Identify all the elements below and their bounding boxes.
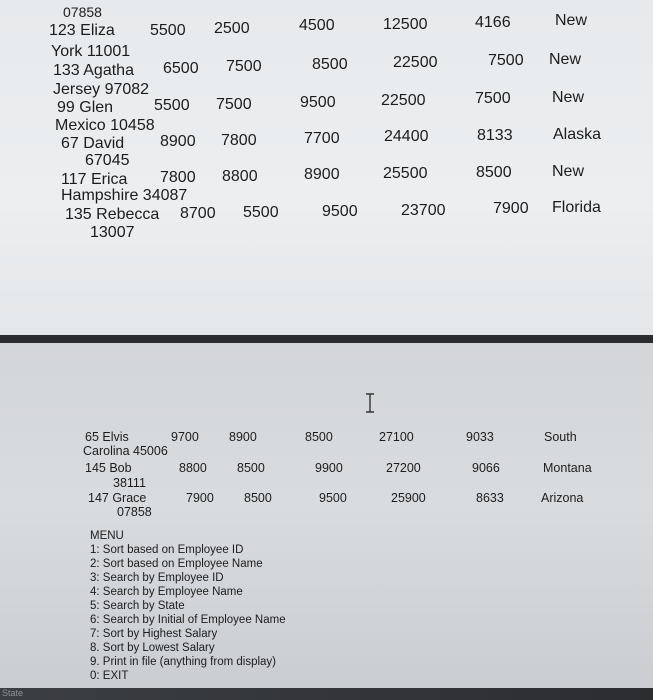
row-total: 27100 xyxy=(379,430,414,444)
prev-zip: 07858 xyxy=(63,4,102,20)
row-state: New xyxy=(555,12,588,29)
row-salary3: 4500 xyxy=(299,17,335,34)
row-salary3: 9900 xyxy=(315,461,343,475)
row-average: 9033 xyxy=(466,430,494,444)
row-name: 99 Glen xyxy=(57,99,114,116)
row-total: 25500 xyxy=(383,165,428,182)
row-name: 135 Rebecca xyxy=(65,206,160,223)
row-state-zip: Carolina 45006 xyxy=(83,444,168,458)
menu-item-sort-highest-salary[interactable]: 7: Sort by Highest Salary xyxy=(90,628,218,640)
menu-item-exit[interactable]: 0: EXIT xyxy=(90,670,129,682)
menu-item-search-initial[interactable]: 6: Search by Initial of Employee Name xyxy=(90,614,286,626)
row-salary3: 9500 xyxy=(300,94,336,111)
row-state-zip: 67045 xyxy=(85,152,130,169)
row-salary1: 6500 xyxy=(163,60,199,77)
text-cursor-icon xyxy=(364,393,376,413)
row-name: 123 Eliza xyxy=(49,22,115,39)
row-name: 145 Bob xyxy=(85,461,132,475)
menu-item-print-file[interactable]: 9. Print in file (anything from display) xyxy=(90,656,276,668)
row-salary1: 8900 xyxy=(160,133,196,150)
row-state: New xyxy=(549,51,582,68)
row-average: 9066 xyxy=(472,461,500,475)
row-salary3: 8500 xyxy=(305,430,333,444)
main-menu xyxy=(90,529,286,683)
menu-item-search-state[interactable]: 5: Search by State xyxy=(90,600,185,612)
row-total: 24400 xyxy=(384,128,429,145)
row-state-zip: Hampshire 34087 xyxy=(61,187,188,204)
menu-item-sort-lowest-salary[interactable]: 8. Sort by Lowest Salary xyxy=(90,642,215,654)
row-name: 65 Elvis xyxy=(85,430,129,444)
row-average: 7500 xyxy=(488,52,524,69)
menu-item-sort-id[interactable]: 1: Sort based on Employee ID xyxy=(90,544,244,556)
row-state-zip: Mexico 10458 xyxy=(55,117,155,134)
row-total: 25900 xyxy=(391,491,426,505)
row-salary2: 8800 xyxy=(222,168,258,185)
row-state: South xyxy=(544,430,577,444)
row-salary2: 2500 xyxy=(214,20,250,37)
row-total: 12500 xyxy=(383,16,428,33)
row-name: 133 Agatha xyxy=(53,62,134,79)
row-salary1: 7800 xyxy=(160,169,196,186)
menu-item-sort-name[interactable]: 2: Sort based on Employee Name xyxy=(90,558,263,570)
row-salary1: 5500 xyxy=(154,97,190,114)
menu-item-search-name[interactable]: 4: Search by Employee Name xyxy=(90,586,243,598)
row-salary2: 5500 xyxy=(243,204,279,221)
status-label: State xyxy=(2,688,24,698)
row-state-zip: 13007 xyxy=(90,224,135,241)
row-salary1: 7900 xyxy=(186,491,214,505)
row-average: 4166 xyxy=(475,14,511,31)
row-total: 23700 xyxy=(401,202,446,219)
row-state-zip: 38111 xyxy=(113,476,146,490)
row-salary1: 8800 xyxy=(179,461,207,475)
row-name: 117 Erica xyxy=(61,171,128,188)
row-salary1: 9700 xyxy=(171,430,199,444)
row-average: 7500 xyxy=(475,90,511,107)
row-salary1: 8700 xyxy=(180,205,216,222)
row-salary2: 7500 xyxy=(216,96,252,113)
row-average: 8133 xyxy=(477,127,513,144)
row-salary2: 8900 xyxy=(229,430,257,444)
row-state-zip: York 11001 xyxy=(51,43,131,60)
row-total: 22500 xyxy=(381,92,426,109)
row-salary2: 8500 xyxy=(244,491,272,505)
menu-title: MENU xyxy=(90,530,124,542)
row-average: 7900 xyxy=(493,200,529,217)
row-average: 8633 xyxy=(476,491,504,505)
row-salary2: 7800 xyxy=(221,132,257,149)
row-state: Montana xyxy=(543,461,592,475)
row-state: Alaska xyxy=(553,126,602,143)
row-average: 8500 xyxy=(476,164,512,181)
row-name: 147 Grace xyxy=(88,491,147,505)
row-state: New xyxy=(552,89,585,106)
row-state: Arizona xyxy=(541,491,584,505)
row-state: New xyxy=(552,163,585,180)
row-state-zip: Jersey 97082 xyxy=(53,81,150,98)
row-state: Florida xyxy=(552,199,601,216)
row-total: 22500 xyxy=(393,54,438,71)
taskbar-strip xyxy=(0,688,653,700)
row-salary3: 8500 xyxy=(312,56,348,73)
row-salary3: 7700 xyxy=(304,130,340,147)
row-state-zip: 07858 xyxy=(117,505,152,519)
row-salary2: 8500 xyxy=(237,461,265,475)
menu-item-search-id[interactable]: 3: Search by Employee ID xyxy=(90,572,224,584)
row-name: 67 David xyxy=(61,135,125,152)
row-total: 27200 xyxy=(386,461,421,475)
row-salary3: 9500 xyxy=(322,203,358,220)
row-salary2: 7500 xyxy=(226,58,262,75)
row-salary1: 5500 xyxy=(150,22,186,39)
row-salary3: 9500 xyxy=(319,491,347,505)
row-salary3: 8900 xyxy=(304,166,340,183)
